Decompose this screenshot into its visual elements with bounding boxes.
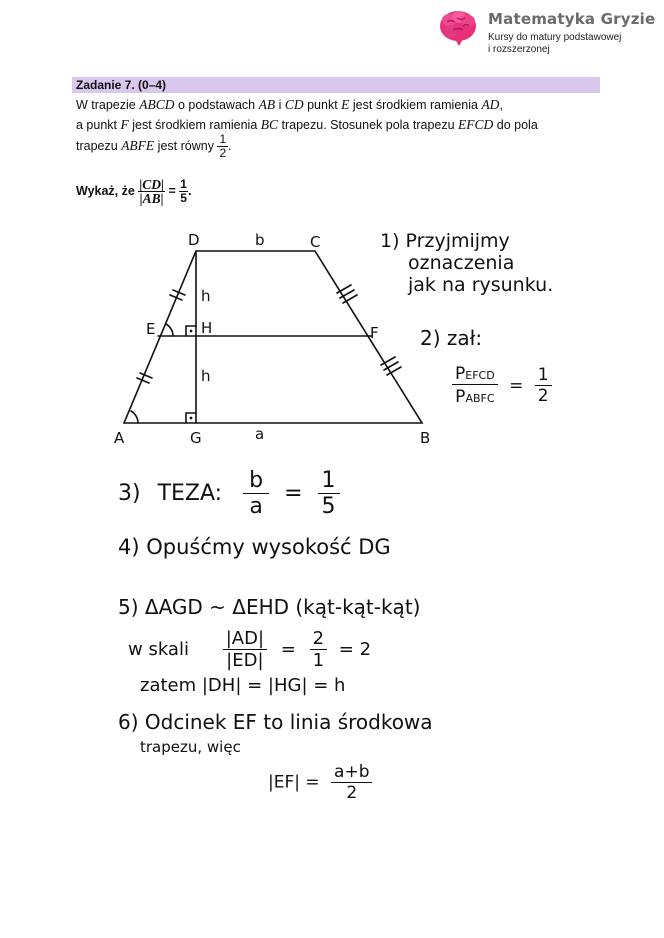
label-A: A [114,429,125,447]
prove-statement: Wykaż, że $\frac{|CD|}{|AB|}$ = $\frac{1}{5}$ . [76,177,192,206]
note-6-formula: |EF| = $\frac{a+b}{2}$ [268,762,372,803]
note-1: 1) Przyjmijmy oznaczenia jak na rysunku. [380,230,554,296]
note-2-fraction: PEFCD PABFC = $\frac{1}{2}$ [452,364,552,407]
task-header-bar [72,77,600,93]
note-6-line1: 6) Odcinek EF to linia środkowa [118,710,433,734]
task-line-1: W trapezie ABCD o podstawach AB i CD punkt E jest środkiem ramienia AD, [76,97,503,112]
task-title: Zadanie 7. (0–4) [76,78,167,92]
note-5-line1: 5) ΔAGD ~ ΔEHD (kąt-kąt-kąt) [118,595,421,619]
label-E: E [146,320,156,338]
label-h-lower: h [201,367,211,385]
note-6-line2: trapezu, więc [140,738,241,756]
fraction-one-half: $\frac{1}{2}$ [219,132,227,160]
note-5-line3: zatem |DH| = |HG| = h [140,675,346,696]
task-line-2: a punkt F jest środkiem ramienia BC trapezu. Stosunek pola trapezu EFCD do pola [76,117,538,132]
brain-logo-icon [437,6,479,48]
label-h-upper: h [201,287,211,305]
label-b: b [255,231,265,249]
brand-name: Matematyka Gryzie [488,10,656,28]
label-D: D [188,231,200,249]
brand-subtitle-line1: Kursy do matury podstawowej [488,32,622,43]
label-H: H [201,319,213,337]
note-2-label: 2) zał: [420,326,483,350]
brand-subtitle [488,32,658,56]
task-line-3: trapezu ABFE jest równy $\frac{1}{2}$ . [76,132,232,160]
note-3: 3) TEZA: $\frac{b}{a}$ = $\frac{1}{5}$ [118,468,340,519]
label-G: G [190,429,202,447]
label-F: F [370,324,379,342]
note-5-scale: w skali $\frac{|AD|}{|ED|}$ = $\frac{2}{1}$ = 2 [128,628,372,671]
note-4: 4) Opuśćmy wysokość DG [118,535,391,559]
label-B: B [420,429,431,447]
fraction-cd-ab: $\frac{|CD|}{|AB|}$ [139,177,165,206]
label-a: a [255,425,265,443]
brand-subtitle-line2: i rozszerzonej [488,44,550,55]
label-C: C [310,233,321,251]
brand-header [437,6,659,66]
fraction-one-fifth: $\frac{1}{5}$ [180,177,187,205]
